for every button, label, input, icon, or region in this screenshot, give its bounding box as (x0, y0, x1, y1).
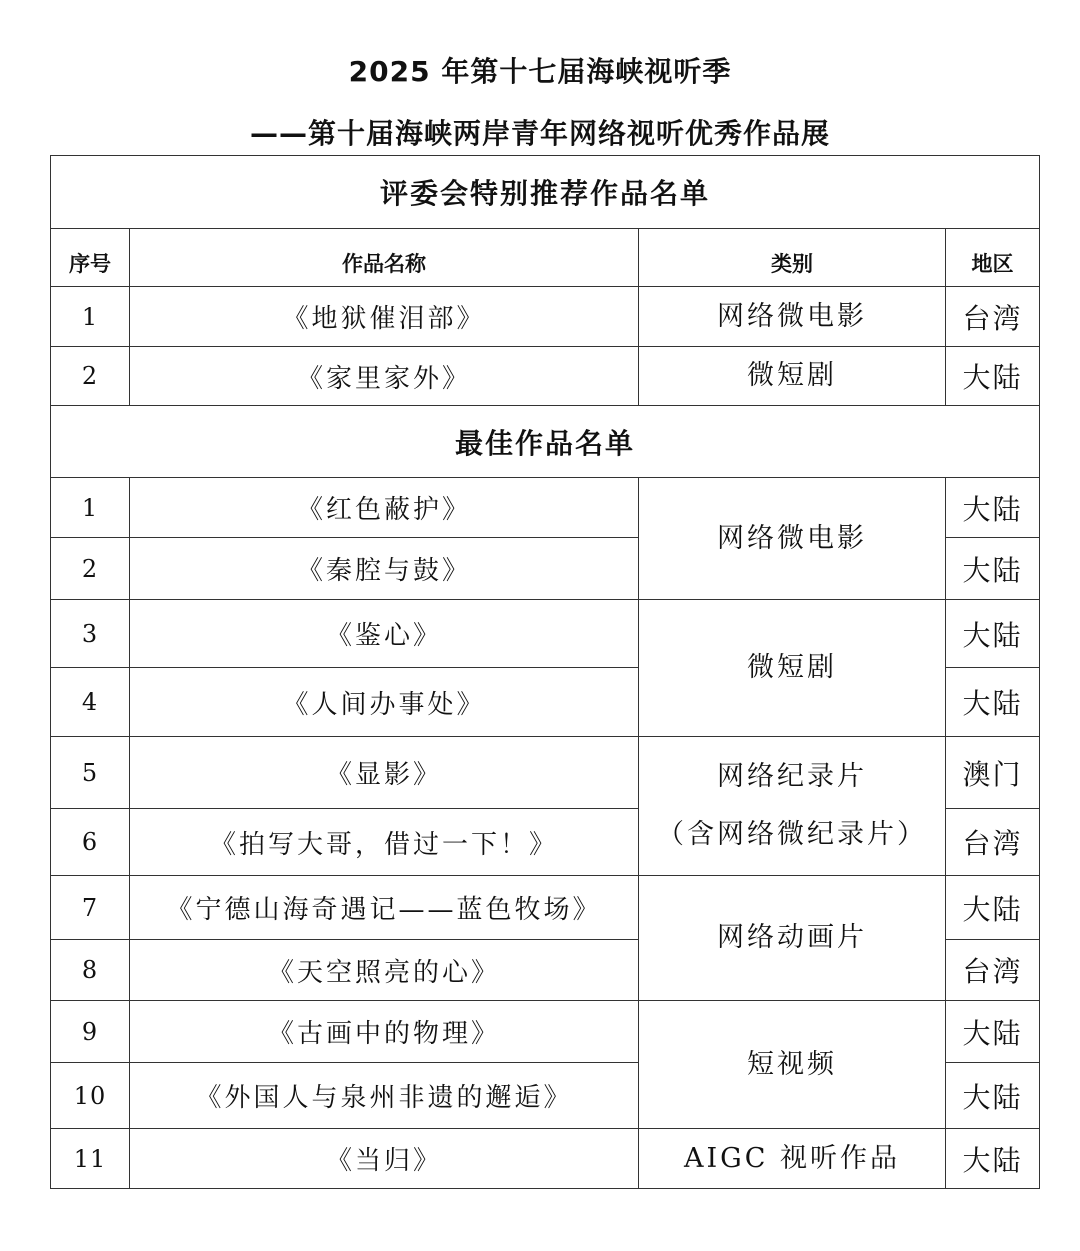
best-section-title: 最佳作品名单 (51, 406, 1040, 478)
work-region: 大陆 (946, 478, 1040, 538)
work-category: 网络微电影 (639, 287, 946, 347)
work-region: 大陆 (946, 538, 1040, 600)
special-section-title: 评委会特别推荐作品名单 (51, 156, 1040, 229)
work-name: 《家里家外》 (130, 347, 639, 406)
work-name: 《拍写大哥，借过一下！》 (130, 809, 639, 876)
work-region: 大陆 (946, 1001, 1040, 1063)
table-row (51, 1129, 1040, 1189)
table-row (51, 1001, 1040, 1063)
work-region: 大陆 (946, 876, 1040, 940)
work-region: 台湾 (946, 940, 1040, 1001)
document-title: 2025 年第十七届海峡视听季 (348, 55, 732, 88)
row-index: 6 (51, 809, 130, 876)
header-name: 作品名称 (130, 229, 639, 287)
work-name: 《秦腔与鼓》 (130, 538, 639, 600)
work-region: 大陆 (946, 668, 1040, 737)
row-index: 1 (51, 478, 130, 538)
work-name: 《地狱催泪部》 (130, 287, 639, 347)
work-name: 《鉴心》 (130, 600, 639, 668)
header-region: 地区 (946, 229, 1040, 287)
work-region: 大陆 (946, 600, 1040, 668)
row-index: 10 (51, 1063, 130, 1129)
category-microdrama: 微短剧 (639, 600, 946, 737)
row-index: 1 (51, 287, 130, 347)
table-row (51, 600, 1040, 668)
row-index: 2 (51, 347, 130, 406)
table-row (51, 287, 1040, 347)
work-region: 澳门 (946, 737, 1040, 809)
work-region: 台湾 (946, 287, 1040, 347)
category-aigc: AIGC 视听作品 (639, 1129, 946, 1189)
column-header-row (51, 229, 1040, 287)
row-index: 3 (51, 600, 130, 668)
awards-table (50, 155, 1040, 1189)
table-row (51, 737, 1040, 809)
document-subtitle: ——第十届海峡两岸青年网络视听优秀作品展 (249, 117, 830, 150)
category-microfilm: 网络微电影 (639, 478, 946, 600)
work-name: 《宁德山海奇遇记——蓝色牧场》 (130, 876, 639, 940)
work-region: 大陆 (946, 1129, 1040, 1189)
table-row (51, 347, 1040, 406)
work-name: 《天空照亮的心》 (130, 940, 639, 1001)
table-row (51, 876, 1040, 940)
row-index: 11 (51, 1129, 130, 1189)
best-section-header-row (51, 406, 1040, 478)
work-name: 《显影》 (130, 737, 639, 809)
work-name: 《红色蔽护》 (130, 478, 639, 538)
header-category: 类别 (639, 229, 946, 287)
row-index: 8 (51, 940, 130, 1001)
work-region: 大陆 (946, 347, 1040, 406)
category-animation: 网络动画片 (639, 876, 946, 1001)
work-name: 《古画中的物理》 (130, 1001, 639, 1063)
category-documentary (639, 737, 946, 876)
row-index: 2 (51, 538, 130, 600)
special-section-header-row (51, 156, 1040, 229)
work-name: 《当归》 (130, 1129, 639, 1189)
row-index: 9 (51, 1001, 130, 1063)
table-row (51, 478, 1040, 538)
category-documentary-line1: 网络纪录片 (717, 761, 867, 792)
row-index: 7 (51, 876, 130, 940)
work-region: 台湾 (946, 809, 1040, 876)
work-category: 微短剧 (639, 347, 946, 406)
header-index: 序号 (51, 229, 130, 287)
work-name: 《外国人与泉州非遗的邂逅》 (130, 1063, 639, 1129)
category-shortvideo: 短视频 (639, 1001, 946, 1129)
category-documentary-line2: （含网络微纪录片） (657, 819, 927, 850)
row-index: 5 (51, 737, 130, 809)
row-index: 4 (51, 668, 130, 737)
work-name: 《人间办事处》 (130, 668, 639, 737)
work-region: 大陆 (946, 1063, 1040, 1129)
